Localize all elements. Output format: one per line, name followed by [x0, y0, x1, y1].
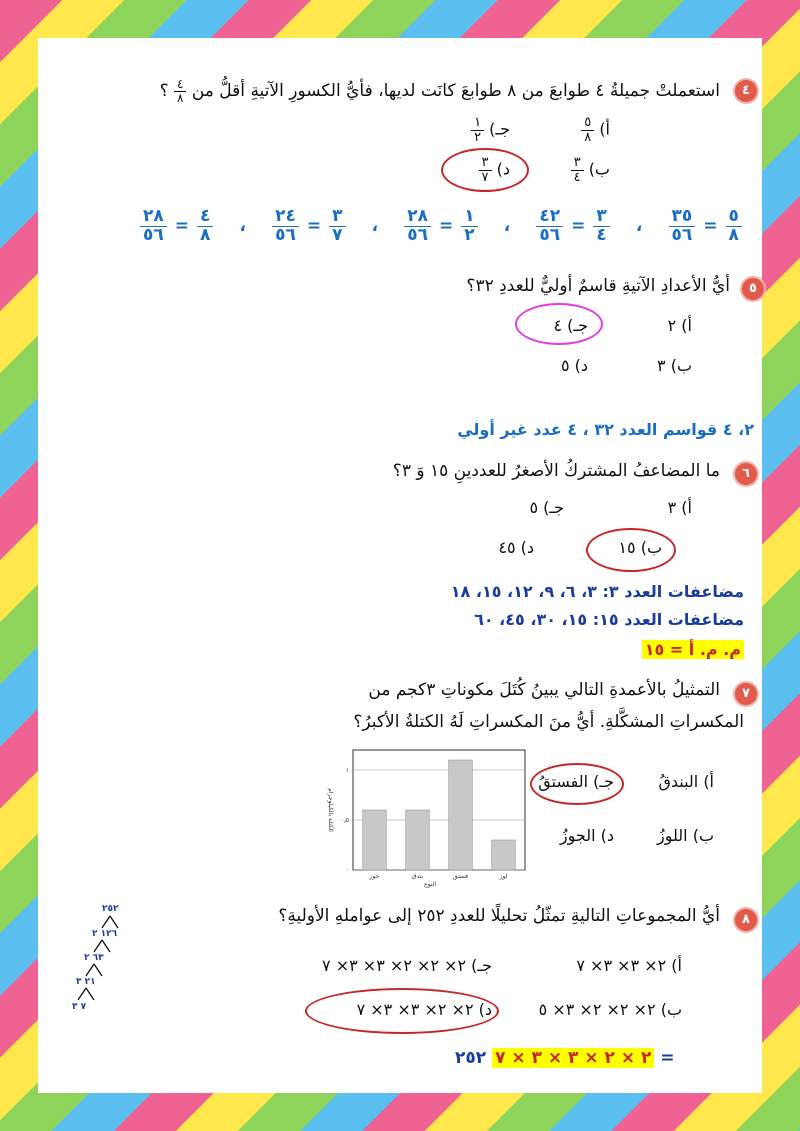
q4-option-b[interactable]: ب) $\frac{٣}{٤}$	[571, 156, 610, 184]
q4-option-a[interactable]: أ) $\frac{٥}{٨}$	[581, 116, 610, 144]
chart-bar-1	[363, 810, 387, 870]
answer-circle-q8	[305, 988, 499, 1034]
question-number-4: ٤	[735, 80, 757, 102]
solution-eq-5: $\frac{٤}{٨}$ = $\frac{٢٨}{٥٦}$	[140, 208, 213, 245]
q8-option-c[interactable]: جـ) ٢× ٢× ٢× ٣× ٣× ٧	[322, 956, 492, 975]
fraction-4-8: $\frac{٤}{٨}$	[174, 78, 186, 104]
chart-bar-3	[449, 760, 473, 870]
question-7-line2: المكسراتِ المشكَّلةِ. أيُّ منَ المكسراتِ لَهُ الكتلةُ الأكبرُ؟	[353, 712, 744, 732]
question-7-line1: التمثيلُ بالأعمدةِ التالي يبينُ كُتَلَ مكوناتِ ٣كجم من	[368, 680, 720, 700]
answer-circle-q6	[586, 528, 676, 572]
q4-solution-row: $\frac{٥}{٨}$ = $\frac{٣٥}{٥٦}$ ، $\frac{٣}{٤}$ = $\frac{٤٢}{٥٦}$ ، $\frac{١}{٢}$ = $\frac{٢٨}{٥٦}$ ، $\frac{٣}{٧}$ = $\frac{٢٤}{٥٦}$ ، $\frac{٤}{٨}$ = $\frac{٢٨}{٥٦}$	[140, 208, 742, 245]
q7-option-c[interactable]: جـ) الفستقُ	[538, 772, 614, 791]
factor-tree-252: ٢٥٢ ١٢٦ ٢ ٦٣ ٢ ٢١ ٣ ٧ ٣	[62, 904, 142, 1024]
chart-xtick-label: فستق	[452, 873, 469, 880]
q6-multiples-15: مضاعفات العدد ١٥: ١٥، ٣٠، ٤٥، ٦٠	[474, 610, 744, 629]
q7-option-a[interactable]: أ) البندقُ	[658, 772, 714, 791]
question-number-6: ٦	[735, 463, 757, 485]
solution-eq-1: $\frac{٥}{٨}$ = $\frac{٣٥}{٥٦}$	[669, 208, 742, 245]
q5-option-a[interactable]: أ) ٢	[667, 316, 692, 335]
chart-ytick-label: ١	[345, 767, 349, 774]
q6-option-b[interactable]: ب) ١٥	[618, 538, 662, 557]
q5-answer: ٢، ٤ قواسم العدد ٣٢ ، ٤ عدد غير أولي	[457, 420, 754, 439]
q7-option-d[interactable]: د) الجوزُ	[559, 826, 614, 845]
q6-option-a[interactable]: أ) ٣	[667, 498, 692, 517]
q4-option-c[interactable]: جـ) $\frac{١}{٢}$	[471, 116, 510, 144]
question-4-text: استعملتْ جميلةُ ٤ طوابعَ من ٨ طوابعَ كانَت لديها، فأيُّ الكسورِ الآتيةِ أقلُّ من $\frac{٤}{٨}$ ؟	[159, 77, 720, 105]
nuts-bar-chart	[315, 745, 530, 890]
chart-xtick-label: جوز	[369, 873, 380, 880]
q8-option-d[interactable]: د) ٢× ٢× ٣× ٣× ٧	[356, 1000, 492, 1019]
solution-eq-2: $\frac{٣}{٤}$ = $\frac{٤٢}{٥٦}$	[536, 208, 609, 245]
q5-option-d[interactable]: د) ٥	[560, 356, 588, 375]
question-6-text: ما المضاعفُ المشتركُ الأصغرُ للعددينِ ١٥ وَ ٣؟	[392, 461, 720, 481]
q6-option-c[interactable]: جـ) ٥	[529, 498, 564, 517]
q7-option-b[interactable]: ب) اللوزُ	[657, 826, 714, 845]
answer-circle-q5	[515, 303, 603, 345]
answer-circle-q7	[530, 763, 624, 805]
solution-eq-3: $\frac{١}{٢}$ = $\frac{٢٨}{٥٦}$	[404, 208, 477, 245]
q8-option-a[interactable]: أ) ٢× ٣× ٣× ٧	[576, 956, 682, 975]
chart-xlabel: النوع	[424, 881, 436, 888]
chart-ytick-label: ٠٫٥	[340, 817, 349, 824]
q5-option-c[interactable]: جـ) ٤	[553, 316, 588, 335]
chart-bar-2	[406, 810, 430, 870]
q8-option-b[interactable]: ب) ٢× ٢× ٢× ٣× ٥	[538, 1000, 682, 1019]
chart-ylabel: الكتلة بالكيلوجرام	[327, 788, 334, 832]
solution-eq-4: $\frac{٣}{٧}$ = $\frac{٢٤}{٥٦}$	[272, 208, 345, 245]
q8-factorization-answer: ٢ × ٢ × ٣ × ٣ × ٧ ٢٥٢ =	[455, 1048, 675, 1068]
question-number-8: ٨	[735, 909, 757, 931]
question-5-text: أيُّ الأعدادِ الآتيةِ قاسمٌ أوليٌّ للعددِ ٣٢؟	[466, 276, 730, 296]
q6-option-d[interactable]: د) ٤٥	[498, 538, 534, 557]
question-8-text: أيُّ المجموعاتِ التاليةِ تمثّلُ تحليلًا للعددِ ٢٥٢ إلى عواملهِ الأوليةِ؟	[278, 906, 720, 926]
chart-xtick-labels	[369, 873, 508, 880]
chart-ytick-label: ٠	[345, 867, 349, 874]
answer-circle-q4	[441, 148, 529, 192]
q6-lcm-result: م. م. أ = ١٥	[642, 640, 744, 659]
chart-xtick-label: لوز	[499, 873, 508, 880]
chart-bar-4	[492, 840, 516, 870]
chart-xtick-label: بندق	[411, 873, 424, 880]
q6-multiples-3: مضاعفات العدد ٣: ٣، ٦، ٩، ١٢، ١٥، ١٨	[450, 582, 744, 601]
chart-ytick-labels	[341, 767, 349, 874]
question-number-5: ٥	[742, 278, 764, 300]
question-number-7: ٧	[735, 683, 757, 705]
q5-option-b[interactable]: ب) ٣	[657, 356, 692, 375]
q4-option-d[interactable]: د) $\frac{٣}{٧}$	[479, 156, 510, 184]
